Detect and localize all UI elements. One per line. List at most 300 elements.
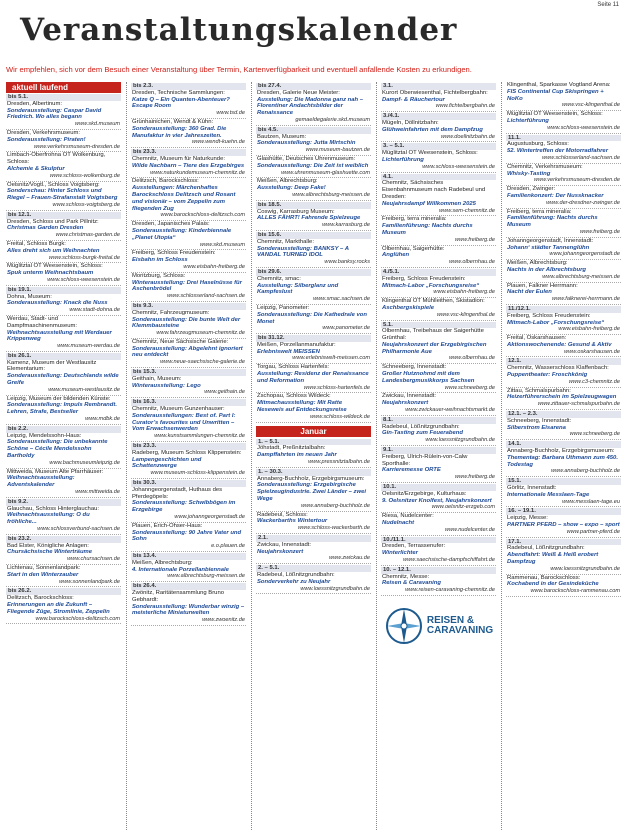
event-url[interactable]: www.barockschloss-delitzsch.com: [160, 212, 245, 219]
event-entry: [381, 574, 496, 596]
event-place: Freital, Schloss Burgk:: [7, 240, 66, 247]
event-date: bis 27.4.: [256, 83, 371, 90]
event-date: 3.1.: [381, 83, 496, 90]
event-url[interactable]: www.naturkundemuseum-chemnitz.de: [150, 169, 245, 176]
event-entry: [256, 276, 371, 305]
event-title: Silberstrom Eisarena: [507, 424, 566, 431]
calendar-column-5: [506, 82, 621, 830]
event-place: Meißen, Albrechtsburg:: [257, 178, 318, 185]
event-title: Mitmach-Labor „Forschungsreise“: [507, 319, 605, 326]
event-entry: [6, 469, 121, 498]
event-entry: [131, 523, 246, 552]
event-title: Sonderausstellung: Abgelehnt ignoriert neu entdeckt: [132, 345, 243, 359]
event-title: Sonderausstellung: Die Kathedrale von Monet: [257, 311, 367, 325]
event-entry: [506, 545, 621, 574]
event-title: Winterausstellung: Lego: [132, 382, 201, 389]
event-url[interactable]: www.museum-westlausitz.de: [48, 386, 120, 393]
event-place: Coswig, Karrasburg Museum:: [257, 208, 335, 215]
event-date: bis 15.3.: [131, 369, 246, 376]
event-place: Zschopau, Schloss Wildeck:: [257, 393, 331, 400]
event-url[interactable]: www.oelsnitz-erzgeb.com: [431, 504, 495, 511]
calendar-column-2: [131, 82, 246, 830]
event-title: Start in den Winterzauber: [7, 571, 79, 578]
event-title: Neujahrskonzert der Erzgebirgischen Philharmonie Aue: [382, 341, 487, 355]
event-place: Dresden, Technische Sammlungen:: [132, 89, 225, 96]
event-url[interactable]: www.olbernhau.de: [448, 355, 495, 362]
event-place: Kamenz, Museum der Westlausitz Elementarium:: [7, 359, 97, 373]
event-url[interactable]: www.messlaen-tage.eu: [562, 498, 620, 505]
event-title: Puppentheater: Froschkönig: [507, 372, 588, 379]
event-entry: [506, 485, 621, 507]
event-title: Sonderschau: Hinter Schloss und Riegel – Frauen-Strafanstalt Voigtsberg: [7, 188, 118, 202]
event-entry: [6, 396, 121, 425]
event-place: Freiberg, Schloss Freudenstein:: [382, 275, 466, 282]
event-place: Johanngeorgenstadt, Huthaus des Pferdegöpels:: [132, 486, 223, 500]
event-url[interactable]: www.c3-chemnitz.de: [568, 378, 620, 385]
event-date: 12.1.: [506, 358, 621, 365]
event-entry: [381, 298, 496, 320]
event-url[interactable]: www.sonnenlandpark.de: [59, 578, 120, 585]
event-place: Dresden, Terrassenufer:: [382, 543, 446, 550]
event-place: Freiberg, Schloss Freudenstein:: [507, 312, 591, 319]
event-place: Zwickau, Innenstadt:: [382, 393, 437, 400]
event-date: bis 18.5.: [256, 202, 371, 209]
event-title: Familienkonzert: Der Nussknacker: [507, 192, 604, 199]
event-place: Zittau, Schmalspurbahn:: [507, 387, 571, 394]
event-title: Nacht der Eulen: [507, 289, 552, 296]
event-place: Mittweida, Museum Alte Pfarrhäuser:: [7, 468, 104, 475]
event-date: bis 9.3.: [131, 303, 246, 310]
event-title: Sonderausstellung: Wunderbar winzig – meisterliche Miniaturwelten: [132, 603, 245, 617]
event-date: bis 29.6.: [256, 269, 371, 276]
event-url[interactable]: www.schneeberg.de: [569, 431, 620, 438]
event-url[interactable]: www.zwickau.de: [328, 555, 370, 562]
event-place: Müglitztal OT Weesenstein, Schloss:: [507, 111, 603, 118]
event-place: Johanngeorgenstadt, Innenstadt:: [507, 237, 594, 244]
event-url[interactable]: www.wendt-kuehn.de: [191, 139, 245, 146]
event-entry: [381, 120, 496, 142]
event-url[interactable]: www.albrechtsburg-meissen.de: [167, 573, 245, 580]
calendar-column-3: [256, 82, 371, 830]
event-url[interactable]: www.annaberg-buchholz.de: [300, 502, 370, 509]
event-url[interactable]: www.verkehrsmuseum-dresden.de: [533, 177, 620, 184]
event-url[interactable]: www.vsc-klingenthal.de: [436, 311, 495, 318]
event-url[interactable]: www.tsd.de: [216, 110, 245, 117]
event-url[interactable]: www.zwickauer-weihnachtsmarkt.de: [405, 407, 495, 414]
event-title: Sonderausstellung: 90 Jahre Vater und Sohn: [132, 529, 242, 543]
event-url[interactable]: www.mdbk.de: [85, 416, 120, 423]
event-url[interactable]: www.barockschloss-rammenau.com: [530, 588, 620, 595]
logo-line-1: REISEN &: [426, 614, 475, 626]
event-url[interactable]: www.doellnitzbahn.de: [440, 133, 495, 140]
event-url[interactable]: www.smac.sachsen.de: [313, 296, 370, 303]
event-entry: [506, 186, 621, 208]
event-title: Sonderausstellung: Deutschlands wilde Greife: [7, 373, 119, 387]
event-url[interactable]: www.geithain.de: [204, 389, 245, 396]
event-place: Plauen, Falkner Herrmann:: [507, 282, 578, 289]
event-title: Nachts in der Albrechtsburg: [507, 266, 586, 273]
event-entry: [506, 111, 621, 133]
event-place: Bautzen, Museum:: [257, 133, 307, 140]
event-entry: [6, 241, 121, 263]
event-date: 9.1.: [381, 447, 496, 454]
event-title: Dampf- & Räuchertour: [382, 96, 445, 103]
event-url[interactable]: www.erlebniswelt-meissen.com: [292, 355, 370, 362]
event-title: Heizerführerschein im Spielzeugwagen: [507, 394, 617, 401]
event-entry: [256, 572, 371, 594]
event-url[interactable]: www.schloss-weesenstein.de: [547, 124, 620, 131]
event-entry: [506, 448, 621, 477]
event-title: Sonderausstellung: Schwibbögen im Erzgebirge: [132, 500, 236, 514]
event-url[interactable]: www.eisbahn-freiberg.de: [183, 263, 245, 270]
event-date: 2. – 5.1.: [256, 565, 371, 572]
event-url[interactable]: www.loessnitzgrundbahn.de: [550, 565, 620, 572]
event-title: Weihnachtsausstellung: O du fröhliche...: [7, 512, 90, 526]
event-url[interactable]: www.schlosserland-sachsen.de: [541, 154, 620, 161]
event-url[interactable]: www.schlosserland-sachsen.de: [166, 293, 245, 300]
event-title: Sonderausstellung: Caspar David Friedrich. Wo alles begann: [7, 107, 102, 121]
logo-line-2: CARAVANING: [426, 624, 494, 636]
event-url[interactable]: e.o.plauen.de: [211, 543, 245, 550]
event-url[interactable]: www.kunstsammlungen-chemnitz.de: [154, 433, 245, 440]
event-url[interactable]: www.loessnitzgrundbahn.de: [300, 585, 370, 592]
event-url[interactable]: www.schlossverbund-sachsen.de: [37, 526, 120, 533]
event-title: Wackerbarths Wintertour: [257, 518, 328, 525]
event-place: Lichtenau, Sonnenlandpark:: [7, 565, 81, 571]
event-place: Chemnitz, Fahrzeugmuseum:: [132, 309, 210, 316]
event-url[interactable]: www.bachmuseumleipzig.de: [49, 459, 120, 466]
event-url[interactable]: www.schloss-wildeck.de: [310, 413, 370, 420]
event-entry: [381, 180, 496, 216]
event-entry: [506, 238, 621, 260]
event-place: Radebeul, Lößnitzgrundbahn:: [257, 572, 335, 578]
event-place: Freiberg, Ulrich-Rülein-von-Calw Sporthalle:: [382, 453, 468, 467]
event-title: Katze Q – Ein Quanten-Abenteuer? Escape Room: [132, 96, 230, 110]
event-date: 3./4.1.: [381, 113, 496, 120]
event-entry: [381, 216, 496, 245]
event-date: bis 9.2.: [6, 499, 121, 506]
reisen-caravaning-logo: [381, 600, 496, 652]
event-place: Dresden, Zwinger:: [507, 186, 556, 193]
event-url[interactable]: www.reisen-caravaning-chemnitz.de: [405, 587, 495, 594]
event-entry: [131, 560, 246, 582]
event-title: PARTNER PFERD – show – expo – sport: [507, 522, 620, 529]
event-url[interactable]: www.skd.museum: [199, 241, 245, 248]
event-entry: [256, 512, 371, 534]
page-title: Veranstaltungskalender: [20, 12, 458, 48]
event-entry: [256, 156, 371, 178]
event-url[interactable]: www.olbernhau.de: [448, 259, 495, 266]
event-title: Weihnachtsausstellung: Adventskalender: [7, 475, 75, 489]
event-entry: [506, 515, 621, 537]
event-title: Aschbergskispiele: [382, 304, 435, 311]
event-entry: [6, 219, 121, 241]
event-entry: [381, 150, 496, 172]
event-url[interactable]: www.schloss-weesenstein.de: [47, 276, 120, 283]
event-place: Grünhainichen, Wendt & Kühn:: [132, 118, 214, 125]
event-url[interactable]: www.panometer.de: [322, 325, 370, 332]
event-date: 5.1.: [381, 322, 496, 329]
event-place: Meißen, Albrechtsburg:: [507, 260, 568, 267]
event-url[interactable]: www.eisbahn-freiberg.de: [558, 326, 620, 333]
event-place: Plauen, Erich-Ohser-Haus:: [132, 522, 203, 529]
event-url[interactable]: www.johanngeorgenstadt.de: [549, 251, 620, 258]
event-url[interactable]: www.oskarshausen.de: [564, 348, 620, 355]
event-place: Geithain, Museum:: [132, 375, 182, 382]
event-url[interactable]: www.banksy.rocks: [324, 259, 370, 266]
event-date: bis 5.1.: [6, 94, 121, 101]
event-entry: [381, 491, 496, 513]
event-entry: [506, 575, 621, 597]
event-url[interactable]: www.fahrzeugmuseum-chemnitz.de: [156, 330, 245, 337]
event-place: Delitzsch, Barockschloss:: [7, 595, 74, 602]
event-date: bis 26.1.: [6, 353, 121, 360]
event-place: Riesa, Nudelcenter:: [382, 513, 434, 520]
event-date: 16. – 19.1.: [506, 508, 621, 515]
event-url[interactable]: www.museum-bautzen.de: [305, 147, 370, 154]
event-entry: [506, 82, 621, 111]
event-entry: [6, 506, 121, 535]
event-title: ALLES FÄHRT! Fahrende Spielzeuge: [257, 215, 361, 222]
event-entry: [506, 313, 621, 335]
event-title: Familienführung: Nachts durchs Museum: [507, 215, 598, 229]
event-title: Sonderausstellung: Die bunte Welt der Klemmbausteine: [132, 316, 241, 330]
event-place: Radebeul, Schloss:: [257, 511, 308, 518]
event-place: Chemnitz, Messe:: [382, 573, 430, 580]
event-title: Winterausstellung: Drei Haselnüsse für Aschenbrödel: [132, 279, 242, 293]
event-title: Johann‘ städter Tannenglühn: [507, 244, 590, 251]
event-url[interactable]: www.schloss-hartenfels.de: [303, 384, 370, 391]
event-place: Radebeul, Lößnitzgrundbahn:: [507, 545, 585, 552]
event-title: Neujahrskonzert: [382, 400, 429, 407]
event-place: Chemnitz, Museum für Naturkunde:: [132, 155, 225, 162]
compass-logo-icon: [384, 606, 424, 646]
event-entry: [131, 273, 246, 302]
event-entry: [6, 360, 121, 396]
event-entry: [256, 90, 371, 126]
event-entry: [381, 513, 496, 535]
event-entry: [381, 364, 496, 393]
event-date: 11./12.1.: [506, 306, 621, 313]
event-url[interactable]: www.verkehrsmuseum-dresden.de: [33, 143, 120, 150]
event-url[interactable]: www.der-dresdner-zwinger.de: [546, 199, 620, 206]
event-date: bis 23.3.: [131, 443, 246, 450]
event-date: 17.1.: [506, 539, 621, 546]
event-url[interactable]: www.zittauer-schmalspurbahn.de: [537, 401, 620, 408]
event-url[interactable]: www.sem-chemnitz.de: [439, 207, 495, 214]
event-title: Gin-Tasting zum Feuerabend: [382, 430, 463, 437]
event-url[interactable]: www.freiberg.de: [454, 236, 495, 243]
section-current-banner: aktuell laufend: [6, 82, 121, 93]
calendar-column-1: [6, 82, 121, 830]
event-url[interactable]: www.stadt-dohna.de: [69, 307, 120, 314]
event-entry: [131, 90, 246, 119]
event-title: Neujahrsdampf Willkommen 2025: [382, 200, 476, 207]
event-title: Alles dreht sich um Weihnachten: [7, 247, 100, 254]
event-url[interactable]: www.neue-saechsische-galerie.de: [160, 359, 245, 366]
event-place: Chemnitz, Verkehrsmuseum:: [507, 163, 583, 170]
event-entry: [256, 445, 371, 467]
event-url[interactable]: www.saechsische-dampfschiffahrt.de: [402, 557, 495, 563]
event-place: Dresden, Galerie Neue Meister:: [257, 89, 340, 96]
event-date: 10./11.1.: [381, 537, 496, 544]
event-place: Freiberg, Schloss Freudenstein:: [132, 250, 216, 257]
event-date: bis 23.3.: [131, 149, 246, 156]
event-entry: [506, 141, 621, 163]
event-url[interactable]: www.schloss-wolkenburg.de: [49, 172, 120, 179]
event-entry: [256, 239, 371, 268]
event-url[interactable]: www.pressnitztalbahn.de: [308, 459, 370, 466]
event-place: Radeberg, Museum Schloss Klippenstein:: [132, 449, 242, 456]
event-entry: [256, 305, 371, 334]
event-place: Kurort Oberwiesenthal, Fichtelbergbahn:: [382, 89, 488, 96]
event-url[interactable]: www.chursachsen.de: [67, 556, 120, 563]
event-entry: [506, 418, 621, 440]
section-january-banner: Januar: [256, 426, 371, 437]
event-entry: [6, 130, 121, 152]
event-place: Müglitztal OT Weesenstein, Schloss:: [382, 150, 478, 157]
event-url[interactable]: www.falknerei-herrmann.de: [551, 296, 620, 303]
event-entry: [6, 294, 121, 316]
event-title: Abendfahrt: Weiß & Heiß erobert Dampfzug: [507, 552, 599, 565]
event-place: Schneeberg, Innenstadt:: [507, 417, 572, 424]
event-entry: [131, 487, 246, 523]
event-url[interactable]: www.albrechtsburg-meissen.de: [292, 191, 370, 198]
event-date: 1. – 5.1.: [256, 439, 371, 446]
event-url[interactable]: www.partner-pferd.de: [566, 528, 620, 535]
event-title: Ausstellungen: Märchenhaftes Barockschloss Delitzsch und Rosant und visionär – vom Zeppelin zum fliegenden Zug: [132, 185, 236, 212]
event-entry: [6, 101, 121, 130]
event-place: Leipzig, Museum der bildenden Künste:: [7, 395, 111, 402]
event-url[interactable]: www.nudelcenter.de: [444, 526, 495, 533]
event-place: Dresden, Japanisches Palais:: [132, 221, 210, 228]
page-number: Seite 11: [597, 2, 619, 8]
event-title: Reisen & Caravaning: [382, 580, 441, 587]
event-place: Moritzburg, Schloss:: [132, 272, 186, 279]
event-url[interactable]: www.johanngeorgenstadt.de: [174, 514, 245, 521]
event-entry: [381, 90, 496, 112]
event-url[interactable]: www.vsc-klingenthal.de: [561, 102, 620, 109]
event-title: Sonderausstellung: Kinderbiennale „Planet Utopia“: [132, 227, 232, 241]
event-place: Dresden, Verkehrsmuseum:: [7, 129, 81, 136]
event-title: Weihnachtsausstellung mit Werdauer Krippenweg: [7, 329, 112, 343]
event-date: 8.1.: [381, 417, 496, 424]
event-url[interactable]: www.zwoenitz.de: [202, 617, 245, 624]
calendar-column-4: [381, 82, 496, 830]
event-title: Ausstellung: Die Madonna ganz nah – Florentiner Andachtsbilder der Renaissance: [257, 96, 364, 117]
event-title: Sonderausstellung: 360 Grad. Die Manufaktur in vier Jahreszeiten.: [132, 125, 227, 139]
event-title: Ausstellung: Deep Fake!: [257, 185, 326, 192]
event-url[interactable]: www.museum-schloss-klippenstein.de: [150, 470, 245, 477]
event-place: Glauchau, Schloss Hinterglauchau:: [7, 505, 100, 512]
event-title: Winterlichter: [382, 550, 418, 557]
event-title: Mitmachausstellung: Mit Ratte Neseweis auf Entdeckungsreise: [257, 400, 347, 414]
event-url[interactable]: www.uhrenmuseum-glashuette.com: [281, 169, 370, 176]
event-url[interactable]: www.museum-werdau.de: [57, 343, 120, 350]
event-entry: [6, 316, 121, 352]
event-place: Torgau, Schloss Hartenfels:: [257, 364, 330, 371]
event-date: 3. – 5.1.: [381, 143, 496, 150]
event-entry: [381, 454, 496, 483]
event-url[interactable]: www.annaberg-buchholz.de: [550, 468, 620, 475]
event-date: bis 16.3.: [131, 399, 246, 406]
event-place: Delitzsch, Barockschloss:: [132, 178, 199, 185]
event-place: Chemnitz, Wasserschloss Klaffenbach:: [507, 365, 609, 372]
event-title: Sonderausstellung: Jutta Mirtschin: [257, 140, 356, 147]
event-title: Mitmach-Labor „Forschungsreise“: [382, 282, 480, 289]
event-title: Christmas Garden Dresden: [7, 225, 84, 232]
event-title: Lampengeschichten und Schattenzwerge: [132, 456, 202, 470]
event-place: Olbernhau, Saigerhütte:: [382, 245, 445, 252]
event-url[interactable]: www.loessnitzgrundbahn.de: [425, 437, 495, 444]
event-place: Freiberg, terra mineralia:: [507, 208, 572, 215]
event-date: bis 2.2.: [6, 426, 121, 433]
event-url[interactable]: www.christmas-garden.de: [55, 232, 120, 239]
event-url[interactable]: www.schloss-weesenstein.de: [422, 163, 495, 170]
event-entry: [256, 134, 371, 156]
event-place: Dresden, Schloss und Park Pillnitz:: [7, 218, 99, 225]
event-url[interactable]: www.eisbahn-freiberg.de: [433, 289, 495, 296]
event-entry: [131, 178, 246, 221]
event-place: Oelsnitz/Vogtl., Schloss Voigtsberg:: [7, 181, 100, 188]
event-url[interactable]: www.schloss-wackerbarth.de: [297, 525, 370, 532]
event-url[interactable]: gemaeldegalerie.skd.museum: [295, 116, 370, 123]
event-entry: [381, 424, 496, 446]
event-title: Sonderausstellung: BANKSY – A VANDAL TURNED IDOL: [257, 245, 349, 259]
event-title: 4. Internationale Porzellanbiennale: [132, 566, 229, 573]
event-title: Wilde Nachbarn – Tiere des Erzgebirges: [132, 162, 245, 169]
event-entry: [131, 310, 246, 339]
event-url[interactable]: www.skd.museum: [74, 121, 120, 128]
event-url[interactable]: www.barockschloss-delitzsch.com: [35, 615, 120, 622]
event-place: Mügeln, Döllnitzbahn:: [382, 119, 439, 126]
event-entry: [6, 565, 121, 587]
event-date: 10.1.: [381, 484, 496, 491]
event-title: Großer Hutznohmd mit dem Landesbergmusikkorps Sachsen: [382, 371, 475, 384]
event-entry: [381, 393, 496, 415]
event-date: bis 15.6.: [256, 232, 371, 239]
event-date: bis 23.2.: [6, 536, 121, 543]
event-url[interactable]: www.fichtelbergbahn.de: [435, 103, 495, 110]
event-place: Jöhstadt, Preßnitztalbahn:: [257, 445, 326, 452]
event-url[interactable]: www.schneeberg.de: [444, 384, 495, 391]
event-url[interactable]: www.schloss-burgk-freital.de: [48, 254, 120, 261]
event-entry: [256, 342, 371, 364]
event-date: bis 12.1.: [6, 212, 121, 219]
event-url[interactable]: www.freiberg.de: [454, 474, 495, 481]
event-url[interactable]: www.schloss-voigtsberg.de: [52, 201, 120, 208]
event-title: Sonderausstellungen: Best of. Part I: Curator’s favourites und Unwritten – Vom Erwachsenwerden: [132, 412, 236, 433]
event-place: Müglitztal OT Weesenstein, Schloss:: [7, 263, 103, 270]
event-url[interactable]: www.freiberg.de: [579, 228, 620, 235]
event-url[interactable]: www.albrechtsburg-meissen.de: [542, 273, 620, 280]
event-place: Rammenau, Barockschloss:: [507, 574, 581, 581]
event-url[interactable]: www.karrasburg.de: [322, 222, 370, 229]
event-title: Spuk unterm Weihnachtsbaum: [7, 270, 94, 277]
event-date: bis 19.1.: [6, 287, 121, 294]
event-url[interactable]: www.mittweida.de: [75, 489, 120, 496]
event-entry: [6, 182, 121, 211]
event-place: Chemnitz, Sächsisches Eisenbahnmuseum nach Radebeul und Dresden:: [382, 180, 486, 200]
event-title: Sonderverkehr zu Neujahr: [257, 578, 331, 585]
event-entry: [6, 433, 121, 469]
event-date: bis 31.12.: [256, 335, 371, 342]
event-title: Erlebniswelt MEISSEN: [257, 348, 320, 355]
event-date: 14.1.: [506, 441, 621, 448]
event-date: bis 2.3.: [131, 83, 246, 90]
event-date: 10. – 12.1.: [381, 567, 496, 574]
event-title: Internationale Messlaen-Tage: [507, 491, 590, 498]
